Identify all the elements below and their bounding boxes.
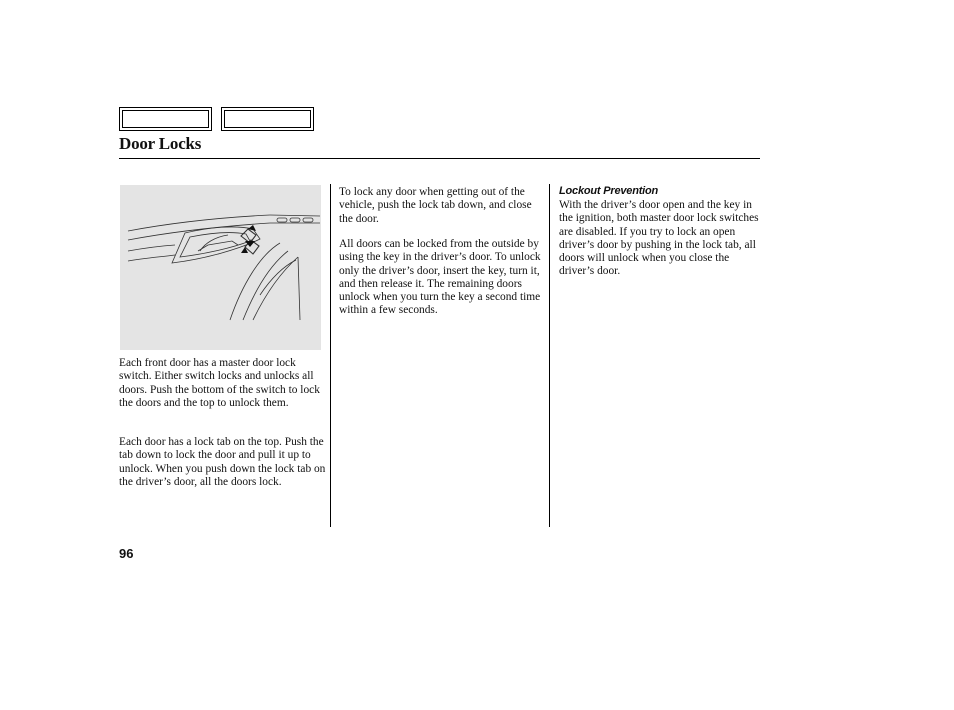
page-title: Door Locks bbox=[119, 134, 202, 153]
column2-paragraph-2: All doors can be locked from the outside by using the key in the driver’s door. To unlock only the driver’s door, insert the key, turn it, and then release it. The remaining doors unlock when you turn the key a second time within a few seconds. bbox=[339, 238, 541, 317]
column-divider-2 bbox=[549, 184, 550, 527]
title-rule bbox=[119, 158, 760, 159]
column-divider-1 bbox=[330, 184, 331, 527]
door-panel-drawing bbox=[120, 185, 321, 350]
column1-paragraph-2: Each door has a lock tab on the top. Push the tab down to lock the door and pull it up to unlock. When you push down the lock tab on the driver’s door, all the doors lock. bbox=[119, 436, 326, 488]
page-number: 96 bbox=[119, 546, 134, 561]
nav-tab-box-1[interactable] bbox=[119, 107, 212, 131]
column1-paragraph-1: Each front door has a master door lock switch. Either switch locks and unlocks all doors. Push the bottom of the switch to lock the doors and the top to unlock them. bbox=[119, 357, 320, 409]
nav-tab-box-2[interactable] bbox=[221, 107, 314, 131]
column2-paragraph-1: To lock any door when getting out of the vehicle, push the lock tab down, and close the door. bbox=[339, 186, 532, 225]
door-lock-illustration bbox=[120, 185, 321, 350]
lockout-prevention-heading: Lockout Prevention bbox=[559, 185, 659, 197]
column3-paragraph-1: With the driver’s door open and the key in the ignition, both master door lock switches are disabled. If you try to lock an open driver’s door by pushing in the lock tab, all doors will unlock when you close the driver’s door. bbox=[559, 199, 759, 278]
